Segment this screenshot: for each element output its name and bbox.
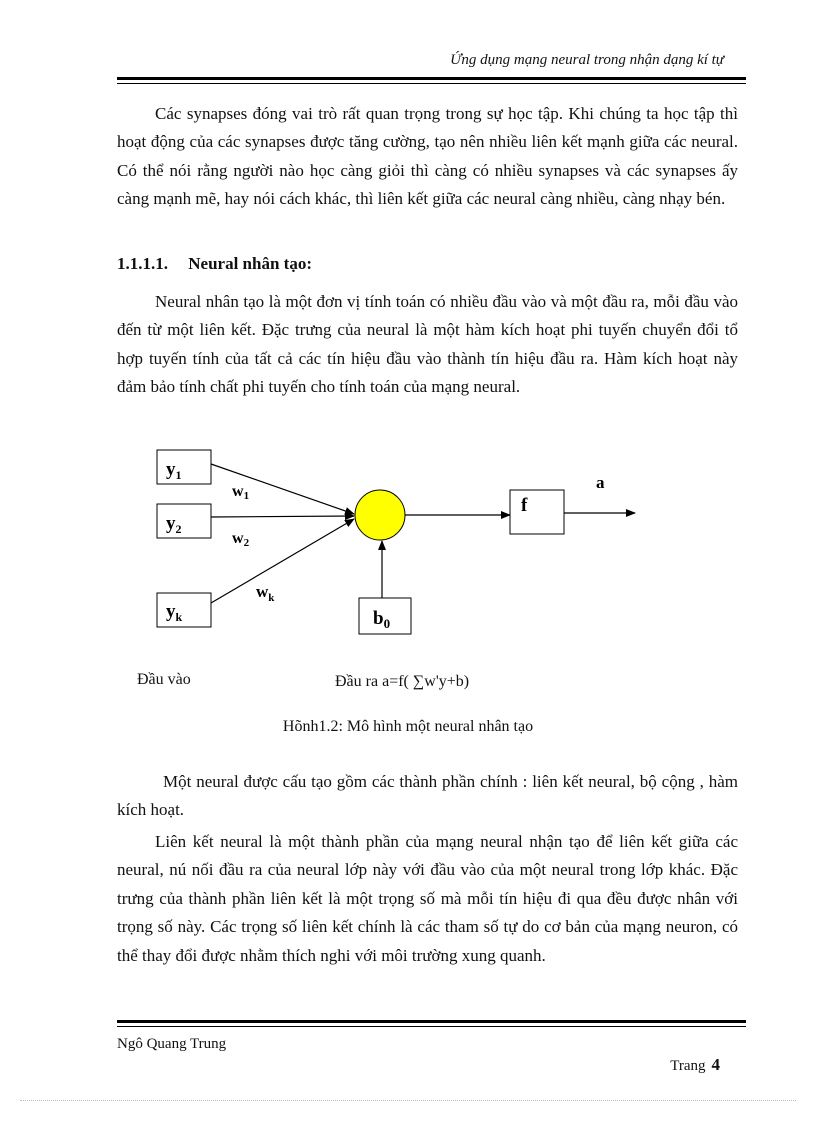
footer-rule-thick bbox=[117, 1020, 746, 1023]
paragraph-links: Liên kết neural là một thành phần của mạng neural nhận tạo để liên kết giữa các neural, nú nối đầu ra của neural lớp này với đầu vào của một neural trong lớp khác. Đặc trưng của thành phần liên kết là một trọng số mà mỗi tín hiệu đi qua đều được nhân với trọng số này. Các trọng số liên kết chính là các tham số tự do cơ bản của mạng neuron, có thể thay đổi được nhằm thích nghi với môi trường xung quanh. bbox=[117, 832, 738, 965]
activation-box bbox=[510, 490, 564, 534]
section-heading bbox=[117, 254, 312, 274]
page-edge-dots bbox=[20, 1100, 796, 1101]
footer-page bbox=[670, 1055, 720, 1075]
summing-node bbox=[355, 490, 405, 540]
input-label-yk: $y_k$ bbox=[166, 601, 183, 624]
neural-diagram-svg bbox=[120, 440, 680, 670]
weight-line-2 bbox=[211, 516, 354, 517]
section-number: 1.1.1.1. bbox=[117, 254, 168, 273]
page-number: 4 bbox=[711, 1055, 720, 1074]
footer-author: Ngô Quang Trung bbox=[117, 1036, 227, 1052]
figure-caption: Hõnh1.2: Mô hình một neural nhân tạo bbox=[282, 718, 534, 735]
weight-label-wk: $w_k$ bbox=[256, 582, 275, 604]
section-title: Neural nhân tạo: bbox=[188, 254, 312, 273]
bias-label: $b_0$ bbox=[373, 608, 391, 631]
paragraph-synapses: Các synapses đóng vai trò rất quan trọng trong sự học tập. Khi chúng ta học tập thì hoạt động của các synapses được tăng cường, tạo nên nhiều liên kết mạnh giữa các neural. Có thể nói rằng người nào học càng giỏi thì càng có nhiều synapses và các synapses ấy càng mạnh mẽ, hay nói cách khác, thì liên kết giữa các neural càng nhiều, càng nhạy bén. bbox=[117, 104, 738, 209]
footer-rule-thin bbox=[117, 1026, 746, 1027]
header-rule-thick bbox=[117, 77, 746, 80]
diagram-output-formula: Đầu ra a=f( ∑w'y+b) bbox=[335, 673, 470, 690]
input-label-y1: $y_1$ bbox=[166, 459, 182, 482]
weight-label-w1: w1 bbox=[232, 483, 250, 502]
diagram-input-label: Đầu vào bbox=[137, 671, 191, 688]
page-label: Trang bbox=[670, 1058, 706, 1074]
activation-label: f bbox=[521, 495, 528, 516]
paragraph-artificial-neural: Neural nhân tạo là một đơn vị tính toán có nhiều đầu vào và một đầu ra, mỗi đầu vào đến từ một liên kết. Đặc trưng của neural là một hàm kích hoạt phi tuyến chuyển đổi tổ hợp tuyến tính của tất cả các tín hiệu đầu vào thành tín hiệu đầu ra. Hàm kích hoạt này đảm bảo tính chất phi tuyến cho tính toán của mạng neural. bbox=[117, 292, 738, 397]
paragraph-components: Một neural được cấu tạo gồm các thành phần chính : liên kết neural, bộ cộng , hàm kích hoạt. bbox=[117, 772, 738, 820]
header-rule-thin bbox=[117, 83, 746, 84]
weight-label-w2: w2 bbox=[232, 530, 250, 549]
output-label: a bbox=[596, 473, 605, 492]
running-header: Ứng dụng mạng neural trong nhận dạng kí tự bbox=[450, 52, 724, 68]
neural-model-diagram bbox=[120, 440, 680, 675]
input-label-y2: $y_2$ bbox=[166, 513, 182, 536]
